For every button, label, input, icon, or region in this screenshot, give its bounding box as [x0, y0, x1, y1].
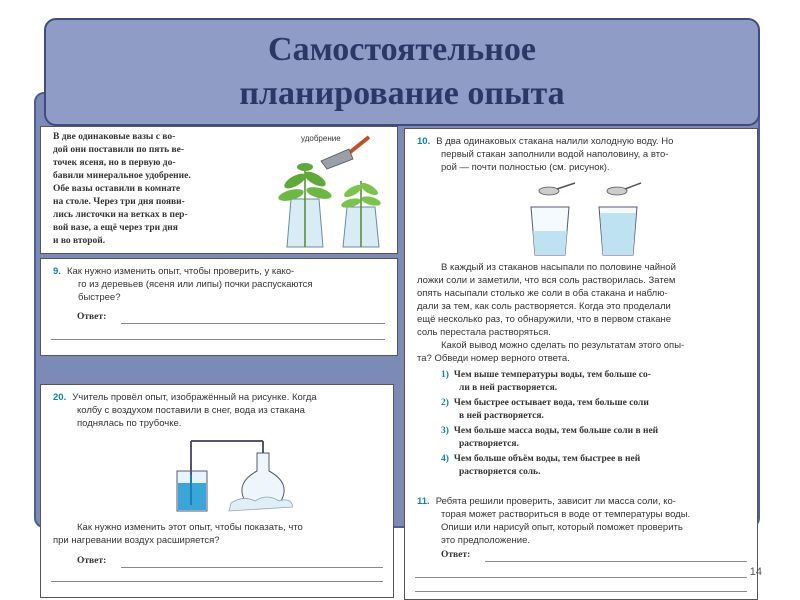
task-number: 9.: [53, 266, 61, 277]
answer-line[interactable]: [51, 581, 383, 582]
text-line: торая может раствориться в воде от температуры воды.: [441, 509, 691, 520]
answer-option-2[interactable]: [441, 397, 741, 423]
text-line: вой вазе, а ещё через три дня: [53, 223, 178, 233]
spoon-right-icon: [607, 183, 641, 195]
task20-text: [53, 391, 389, 430]
flask-experiment-figure: [169, 431, 293, 515]
text-line: та? Обведи номер верного ответа.: [417, 353, 570, 364]
answer-option-3[interactable]: [441, 425, 741, 451]
text-line: точек ясеня, но в первую до-: [53, 158, 176, 168]
answer-line[interactable]: [121, 323, 385, 324]
slide-title: [239, 28, 564, 116]
snow-icon: [229, 497, 293, 511]
answer-label: Ответ:: [77, 556, 107, 566]
task9-panel: [40, 258, 398, 356]
answer-line[interactable]: [415, 577, 747, 578]
fertilizer-label: удобрение: [301, 134, 341, 143]
task-number: 10.: [417, 136, 431, 147]
text-line: дали за тем, как соль растворяется. Когда это проделали: [417, 301, 671, 312]
glass-full-icon: [599, 207, 637, 255]
answer-line[interactable]: [51, 339, 385, 340]
intro-text: [53, 131, 258, 248]
text-line: растворяется соль.: [459, 467, 541, 477]
text-line: ложки соли и заметили, что вся соль растворилась. Затем: [417, 275, 676, 286]
text-line: дой они поставили по пять ве-: [53, 145, 185, 155]
spoon-left-icon: [539, 183, 575, 195]
text-line: Обе вазы оставили в комнате: [53, 184, 181, 194]
text-line: Как нужно изменить опыт, чтобы проверить, у како-: [66, 266, 295, 277]
text-line: Учитель провёл опыт, изображённый на рисунке. Когда: [72, 392, 317, 403]
text-line: соль перестала растворяться.: [417, 327, 551, 338]
title-box: [44, 18, 760, 126]
text-line: колбу с воздухом поставили в снег, вода из стакана: [77, 405, 305, 416]
vase-right-icon: [340, 181, 381, 247]
text-line: ещё несколько раз, то обнаружили, что в первом стакане: [417, 314, 672, 325]
option-number: 3): [441, 426, 449, 436]
flask-icon: [242, 453, 284, 501]
option-number: 2): [441, 398, 449, 408]
option-number: 1): [441, 370, 449, 380]
intro-panel: [40, 126, 398, 254]
answer-line[interactable]: [415, 591, 747, 592]
answer-line[interactable]: [485, 561, 747, 562]
text-line: это предположение.: [441, 535, 531, 546]
task20-panel: [40, 384, 394, 598]
answer-label: Ответ:: [441, 550, 471, 560]
text-line: Ребята решили проверить, зависит ли масса соли, ко-: [435, 496, 676, 507]
text-line: Чем больше объём воды, тем быстрее в ней: [453, 454, 641, 464]
task11-text: [417, 495, 753, 547]
text-line: поднялась по трубочке.: [77, 418, 182, 429]
text-line: В каждый из стаканов насыпали по половине чайной: [441, 262, 676, 273]
text-line: Какой вывод можно сделать по результатам этого опы-: [441, 340, 685, 351]
task10-panel: [404, 128, 758, 600]
answer-option-1[interactable]: [441, 369, 741, 395]
title-line-1: Самостоятельное: [268, 31, 536, 68]
text-line: при нагревании воздух расширяется?: [53, 535, 220, 546]
text-line: ли в ней растворяется.: [459, 383, 558, 393]
text-line: в ней растворяется.: [459, 411, 544, 421]
text-line: Как нужно изменить этот опыт, чтобы показать, что: [77, 522, 303, 533]
text-line: бавили минеральное удобрение.: [53, 171, 191, 181]
text-line: рой — почти полностью (см. рисунок).: [441, 162, 610, 173]
text-line: го из деревьев (ясеня или липы) почки распускаются: [78, 279, 313, 290]
text-line: Опиши или нарисуй опыт, который поможет проверить: [441, 522, 683, 533]
text-line: Чем больше масса воды, тем больше соли в ней: [453, 426, 659, 436]
text-line: лись листочки на ветках в пер-: [53, 210, 188, 220]
glasses-figure: [523, 181, 643, 257]
answer-label: Ответ:: [77, 312, 107, 322]
page-number: 14: [749, 566, 762, 578]
text-line: Чем выше температуры воды, тем больше со-: [453, 370, 651, 380]
text-line: опять насыпали столько же соли в оба стакана и наблю-: [417, 288, 668, 299]
text-line: В две одинаковые вазы с во-: [53, 132, 176, 142]
glass-half-icon: [531, 207, 569, 255]
vase-left-icon: [277, 163, 333, 247]
option-number: 4): [441, 454, 449, 464]
task10-text: [417, 135, 753, 174]
text-line: растворяется.: [459, 439, 519, 449]
task10-body: [417, 261, 753, 365]
vases-figure: [261, 129, 393, 251]
text-line: быстрее?: [78, 292, 121, 303]
task-number: 11.: [417, 496, 430, 507]
task9-text: [53, 265, 393, 304]
text-line: и во второй.: [53, 236, 106, 246]
title-line-2: планирование опыта: [239, 75, 565, 112]
answer-option-4[interactable]: [441, 453, 741, 479]
text-line: на столе. Через три дня появи-: [53, 197, 185, 207]
text-line: В два одинаковых стакана налили холодную воду. Но: [436, 136, 674, 147]
answer-line[interactable]: [121, 567, 383, 568]
text-line: Чем быстрее остывает вода, тем больше соли: [453, 398, 649, 408]
task-number: 20.: [53, 392, 67, 403]
task20-question: [53, 521, 389, 547]
text-line: первый стакан заполнили водой наполовину, а вто-: [441, 149, 669, 160]
